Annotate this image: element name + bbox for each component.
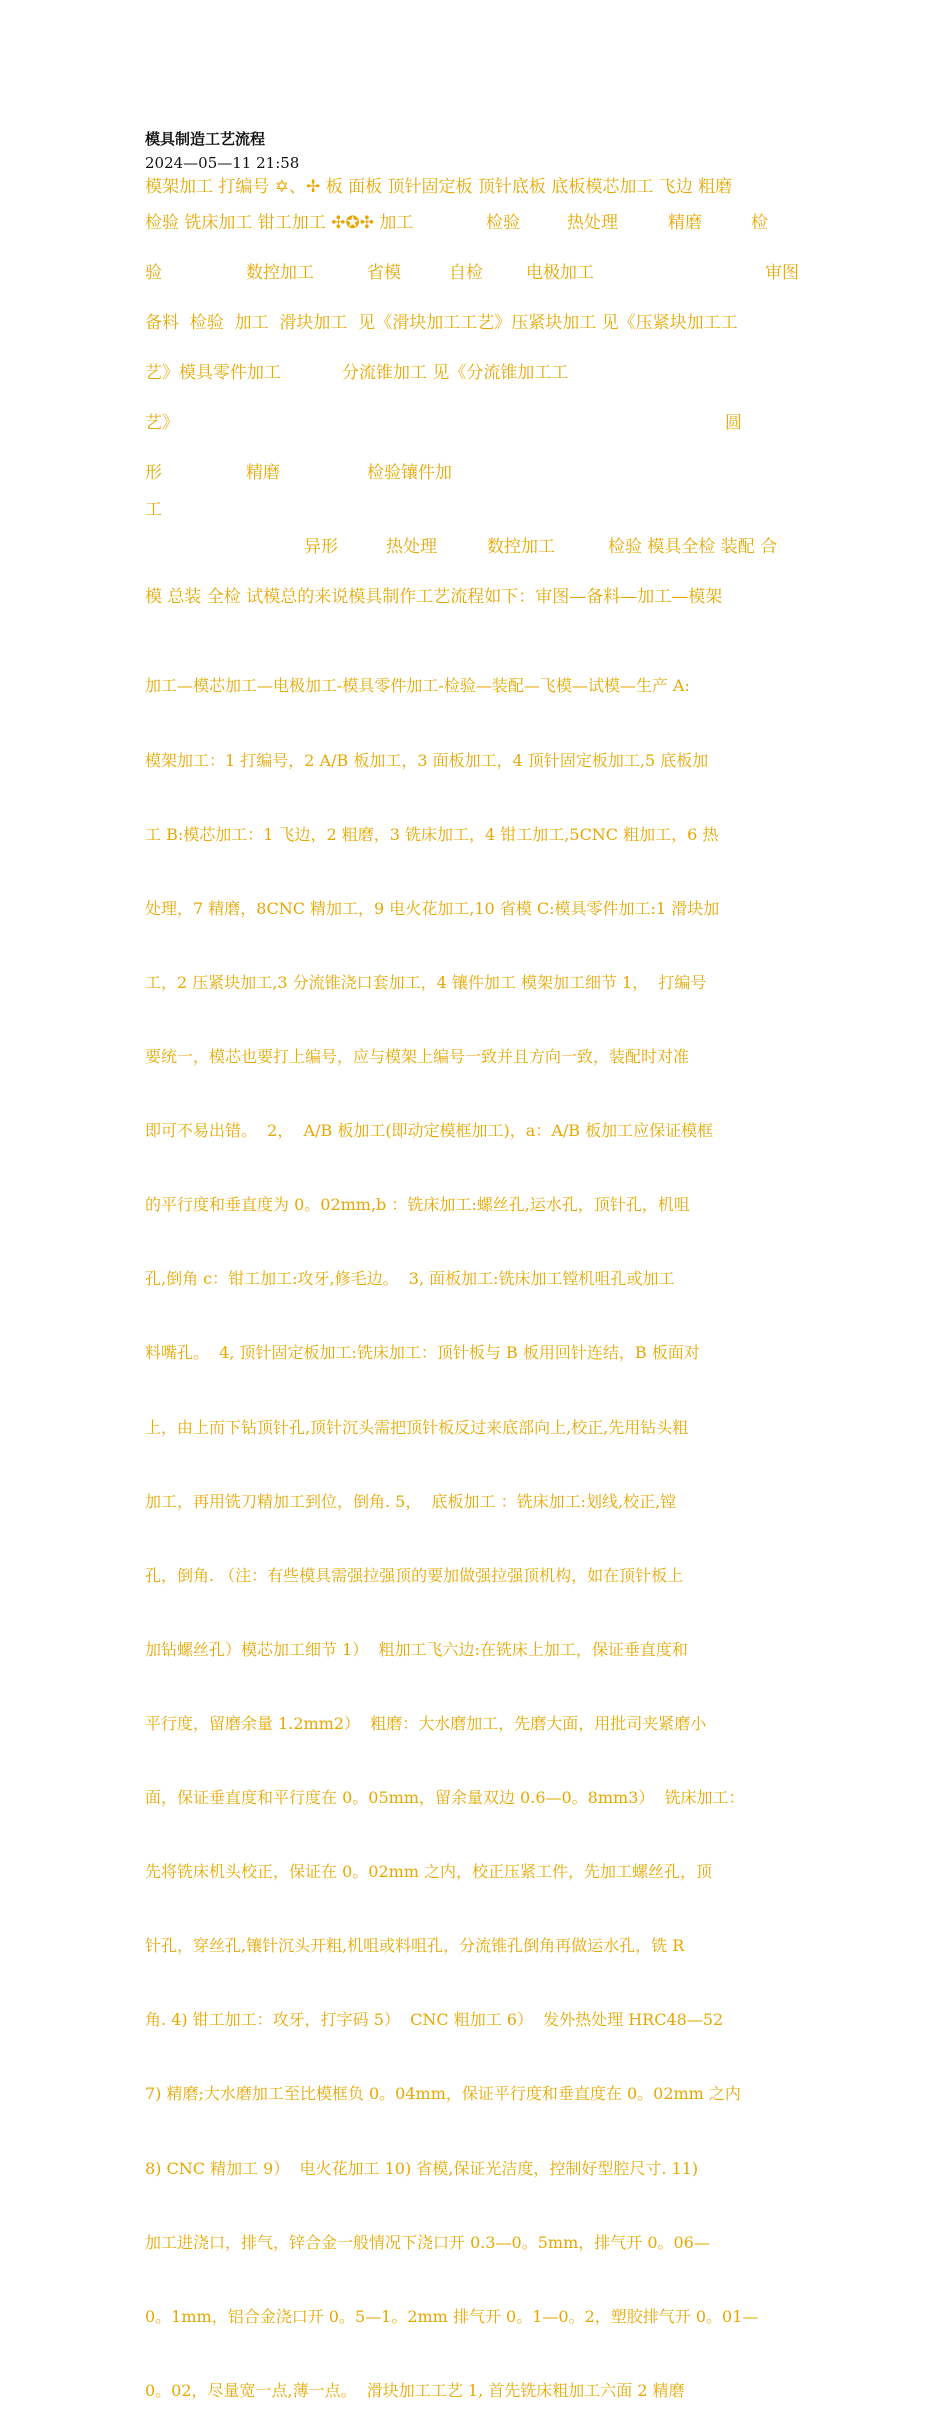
flow-row-2-c: 热处理 bbox=[567, 213, 618, 233]
flow-row-3-c: 省模 bbox=[367, 263, 401, 283]
document-date: 2024—05—11 21:58 bbox=[145, 154, 300, 172]
flow-row-9-b: 热处理 bbox=[386, 537, 437, 557]
flow-row-2-e: 检 bbox=[751, 213, 768, 233]
flow-row-5-a: 艺》模具零件加工 bbox=[145, 363, 281, 383]
body-line: 0。02，尽量宽一点,薄一点。 滑块加工工艺 1, 首先铣床粗加工六面 2 精磨 bbox=[145, 2380, 685, 2400]
body-line: 先将铣床机头校正，保证在 0。02mm 之内，校正压紧工件，先加工螺丝孔，顶 bbox=[145, 1862, 713, 1882]
body-line: 孔，倒角. （注：有些模具需强拉强顶的要加做强拉强顶机构，如在顶针板上 bbox=[145, 1565, 684, 1585]
body-paragraph bbox=[145, 625, 810, 2428]
flow-row-9-c: 数控加工 bbox=[487, 537, 555, 557]
flow-row-1: 模架加工 打编号 ✡、✢ 板 面板 顶针固定板 顶针底板 底板模芯加工 飞边 粗磨 bbox=[145, 177, 733, 197]
flow-row-3-d: 自检 bbox=[449, 263, 483, 283]
body-line: 平行度，留磨余量 1.2mm2） 粗磨：大水磨加工，先磨大面，用批司夹紧磨小 bbox=[145, 1713, 707, 1733]
body-line: 孔,倒角 c：钳工加工:攻牙,修毛边。 3, 面板加工:铣床加工镗机咀孔或加工 bbox=[145, 1269, 675, 1289]
body-line: 处理，7 精磨，8CNC 精加工，9 电火花加工,10 省模 C:模具零件加工:1 滑块加 bbox=[145, 898, 720, 918]
body-line: 加钻螺丝孔）模芯加工细节 1） 粗加工飞六边:在铣床上加工，保证垂直度和 bbox=[145, 1639, 688, 1659]
flow-row-7-b: 精磨 bbox=[246, 463, 280, 483]
body-line: 工，2 压紧块加工,3 分流锥浇口套加工，4 镶件加工 模架加工细节 1， 打编号 bbox=[145, 972, 707, 992]
flow-row-10: 模 总装 全检 试模总的来说模具制作工艺流程如下：审图—备料—加工—模架 bbox=[145, 587, 723, 607]
body-line: 8) CNC 精加工 9） 电火花加工 10) 省模,保证光洁度，控制好型腔尺寸. 11) bbox=[145, 2158, 699, 2178]
flow-row-5-b: 分流锥加工 见《分流锥加工工 bbox=[342, 363, 569, 383]
flow-row-7-a: 形 bbox=[145, 463, 162, 483]
flow-row-2-a: 检验 铣床加工 钳工加工 ✣✪✣ 加工 bbox=[145, 213, 414, 233]
body-line: 针孔，穿丝孔,镶针沉头开粗,机咀或料咀孔，分流锥孔倒角再做运水孔，铣 R bbox=[145, 1936, 685, 1956]
body-line: 上，由上而下钻顶针孔,顶针沉头需把顶针板反过来底部向上,校正,先用钻头粗 bbox=[145, 1417, 689, 1437]
document-title: 模具制造工艺流程 bbox=[145, 130, 266, 148]
flow-row-9-a: 异形 bbox=[304, 537, 338, 557]
flow-row-7-c: 检验镶件加 bbox=[367, 463, 452, 483]
body-line: 加工—模芯加工—电极加工-模具零件加工-检验—装配—飞模—试模—生产 A: bbox=[145, 676, 690, 696]
body-line: 要统一，模芯也要打上编号，应与模架上编号一致并且方向一致，装配时对准 bbox=[145, 1046, 690, 1066]
body-line: 加工，再用铣刀精加工到位，倒角. 5， 底板加工 ：铣床加工:划线,校正,镗 bbox=[145, 1491, 677, 1511]
flow-row-6-b: 圆 bbox=[725, 413, 742, 433]
flow-row-6-a: 艺》 bbox=[145, 413, 179, 433]
body-line: 的平行度和垂直度为 0。02mm,b ：铣床加工:螺丝孔,运水孔，顶针孔，机咀 bbox=[145, 1195, 690, 1215]
flow-row-8: 工 bbox=[145, 500, 162, 520]
body-line: 加工进浇口，排气，锌合金一般情况下浇口开 0.3—0。5mm，排气开 0。06— bbox=[145, 2232, 710, 2252]
body-line: 面，保证垂直度和平行度在 0。05mm，留余量双边 0.6—0。8mm3） 铣床加工： bbox=[145, 1788, 745, 1808]
body-line: 模架加工：1 打编号，2 A/B 板加工，3 面板加工，4 顶针固定板加工,5 底板加 bbox=[145, 750, 709, 770]
body-line: 料嘴孔。 4, 顶针固定板加工:铣床加工：顶针板与 B 板用回针连结，B 板面对 bbox=[145, 1343, 700, 1363]
body-line: 即可不易出错。 2， A/B 板加工(即动定模框加工)，a：A/B 板加工应保证模框 bbox=[145, 1121, 714, 1141]
body-line: 7) 精磨;大水磨加工至比模框负 0。04mm，保证平行度和垂直度在 0。02mm 之内 bbox=[145, 2084, 741, 2104]
flow-row-3-b: 数控加工 bbox=[246, 263, 314, 283]
flow-row-3-a: 验 bbox=[145, 263, 162, 283]
body-line: 0。1mm，铝合金浇口开 0。5—1。2mm 排气开 0。1—0。2，塑胶排气开 0。01— bbox=[145, 2306, 759, 2326]
flow-row-2-b: 检验 bbox=[486, 213, 520, 233]
body-line: 工 B:模芯加工：1 飞边，2 粗磨，3 铣床加工，4 钳工加工,5CNC 粗加工，6 热 bbox=[145, 824, 719, 844]
flow-row-3-e: 电极加工 bbox=[526, 263, 594, 283]
flow-row-9-d: 检验 模具全检 装配 合 bbox=[608, 537, 778, 557]
body-line: 角. 4) 钳工加工：攻牙，打字码 5） CNC 粗加工 6） 发外热处理 HRC48—52 bbox=[145, 2010, 724, 2030]
flow-row-2-d: 精磨 bbox=[668, 213, 702, 233]
flow-row-4: 备料 检验 加工 滑块加工 见《滑块加工工艺》压紧块加工 见《压紧块加工工 bbox=[145, 313, 738, 333]
flow-row-3-f: 审图 bbox=[765, 263, 799, 283]
